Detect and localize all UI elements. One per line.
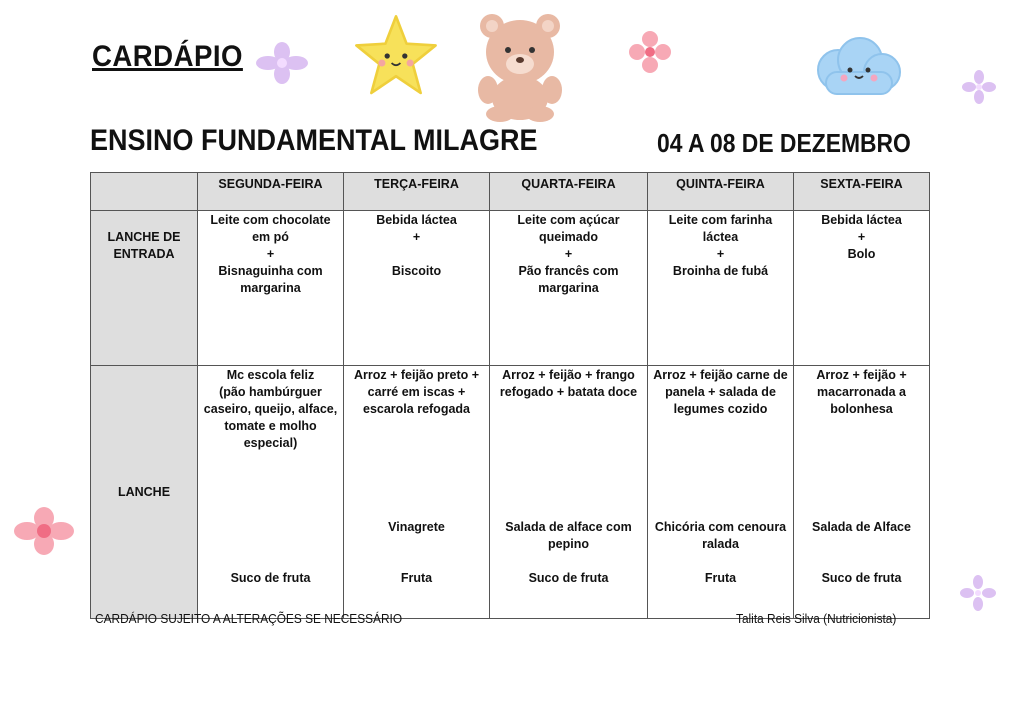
side-dish: Salada de Alface: [812, 520, 911, 534]
side-dish: Vinagrete: [388, 520, 445, 534]
table-row: [91, 366, 930, 619]
menu-cell: [490, 366, 648, 619]
main-dish: Arroz + feijão + frango refogado + batata doce: [499, 368, 638, 399]
day-header: SEGUNDA-FEIRA: [198, 173, 344, 211]
teddy-bear-icon: [470, 10, 570, 122]
drink: Suco de fruta: [821, 571, 902, 585]
main-dish: Arroz + feijão carne de panela + salada de legumes cozido: [653, 368, 788, 416]
main-dish: Mc escola feliz (pão hambúrguer caseiro, queijo, alface, tomate e molho especial): [203, 368, 338, 450]
day-header: TERÇA-FEIRA: [344, 173, 490, 211]
menu-cell: [198, 366, 344, 619]
star-icon: [352, 12, 440, 100]
date-range: 04 A 08 DE DEZEMBRO: [657, 128, 911, 158]
menu-table: [90, 172, 930, 619]
nutritionist-signature: Talita Reis Silva (Nutricionista): [736, 612, 897, 626]
menu-cell: [794, 366, 930, 619]
disclaimer-note: CARDÁPIO SUJEITO A ALTERAÇÕES SE NECESSÁRIO: [95, 612, 403, 626]
menu-cell: Bebida láctea + Bolo: [794, 211, 930, 366]
flower-icon: [960, 575, 996, 611]
drink: Fruta: [704, 571, 737, 585]
day-header: QUINTA-FEIRA: [648, 173, 794, 211]
day-header: SEXTA-FEIRA: [794, 173, 930, 211]
table-header-row: [91, 173, 930, 211]
table-row: [91, 211, 930, 366]
main-dish: Arroz + feijão preto + carré em iscas + escarola refogada: [353, 368, 480, 416]
main-dish: Arroz + feijão + macarronada a bolonhesa: [816, 368, 907, 416]
day-header: QUARTA-FEIRA: [490, 173, 648, 211]
cloud-icon: [808, 34, 906, 102]
drink: Suco de fruta: [230, 571, 311, 585]
flower-icon: [962, 70, 996, 104]
menu-cell: Leite com chocolate em pó + Bisnaguinha com margarina: [198, 211, 344, 366]
menu-cell: Bebida láctea + Biscoito: [344, 211, 490, 366]
menu-title: CARDÁPIO: [92, 40, 243, 73]
flower-icon: [628, 30, 672, 74]
row-label: LANCHE: [91, 366, 198, 619]
school-name: ENSINO FUNDAMENTAL MILAGRE: [90, 124, 538, 157]
side-dish: Salada de alface com pepino: [505, 520, 632, 551]
side-dish: Chicória com cenoura ralada: [654, 520, 787, 551]
menu-cell: [344, 366, 490, 619]
drink: Suco de fruta: [528, 571, 609, 585]
corner-cell: [91, 173, 198, 211]
flower-icon: [252, 42, 312, 84]
row-label: LANCHE DE ENTRADA: [91, 211, 198, 366]
menu-cell: Leite com farinha láctea + Broinha de fubá: [648, 211, 794, 366]
flower-icon: [14, 507, 74, 555]
drink: Fruta: [400, 571, 433, 585]
menu-cell: [648, 366, 794, 619]
menu-cell: Leite com açúcar queimado + Pão francês com margarina: [490, 211, 648, 366]
